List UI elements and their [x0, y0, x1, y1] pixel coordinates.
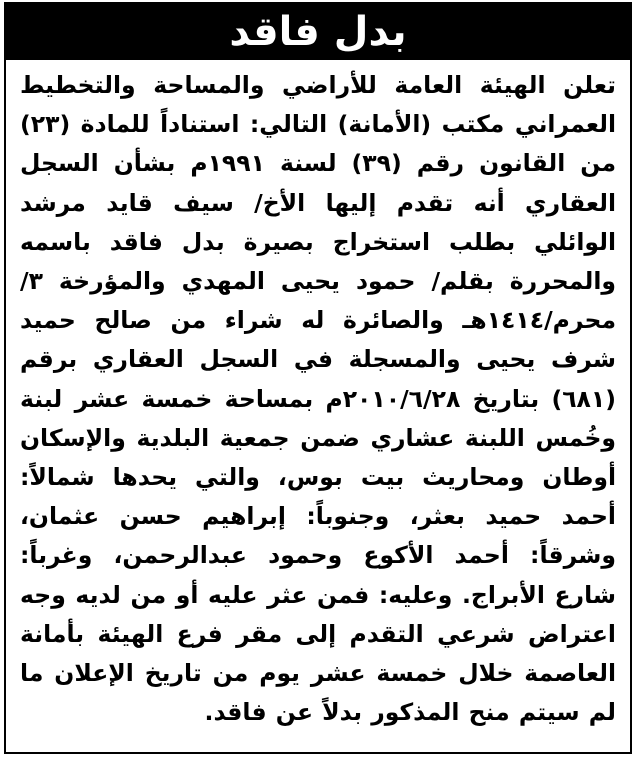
notice-body: تعلن الهيئة العامة للأراضي والمساحة والتخطيط العمراني مكتب (الأمانة) التالي: استناداً للمادة (٢٣) من القانون رقم (٣٩) لسنة ١٩٩١م بشأن السجل العقاري أنه تقدم إليها الأخ/ سيف قايد مرشد الوائلي بطلب استخراج بصيرة بدل فاقد باسمه والمحررة بقلم/ حمود يحيى المهدي والمؤرخة ٣/ محرم/١٤١٤هـ والصائرة له شراء من صالح حميد شرف يحيى والمسجلة في السجل العقاري برقم (٦٨١) بتاريخ ٢٠١٠/٦/٢٨م بمساحة خمسة عشر لبنة وخُمس اللبنة عشاري ضمن جمعية البلدية والإسكان أوطان ومحاريث بيت بوس، والتي يحدها شمالاً: أحمد حميد بعثر، وجنوباً: إبراهيم حسن عثمان، وشرقاً: أحمد الأكوع وحمود عبدالرحمن، وغرباً: شارع الأبراج. وعليه: فمن عثر عليه أو من لديه وجه اعتراض شرعي التقدم إلى مقر فرع الهيئة بأمانة العاصمة خلال خمسة عشر يوم من تاريخ الإعلان ما لم سيتم منح المذكور بدلاً عن فاقد.: [20, 71, 616, 727]
lost-document-notice: [4, 2, 632, 754]
notice-header: [6, 4, 630, 60]
notice-title: بدل فاقد: [229, 9, 407, 55]
